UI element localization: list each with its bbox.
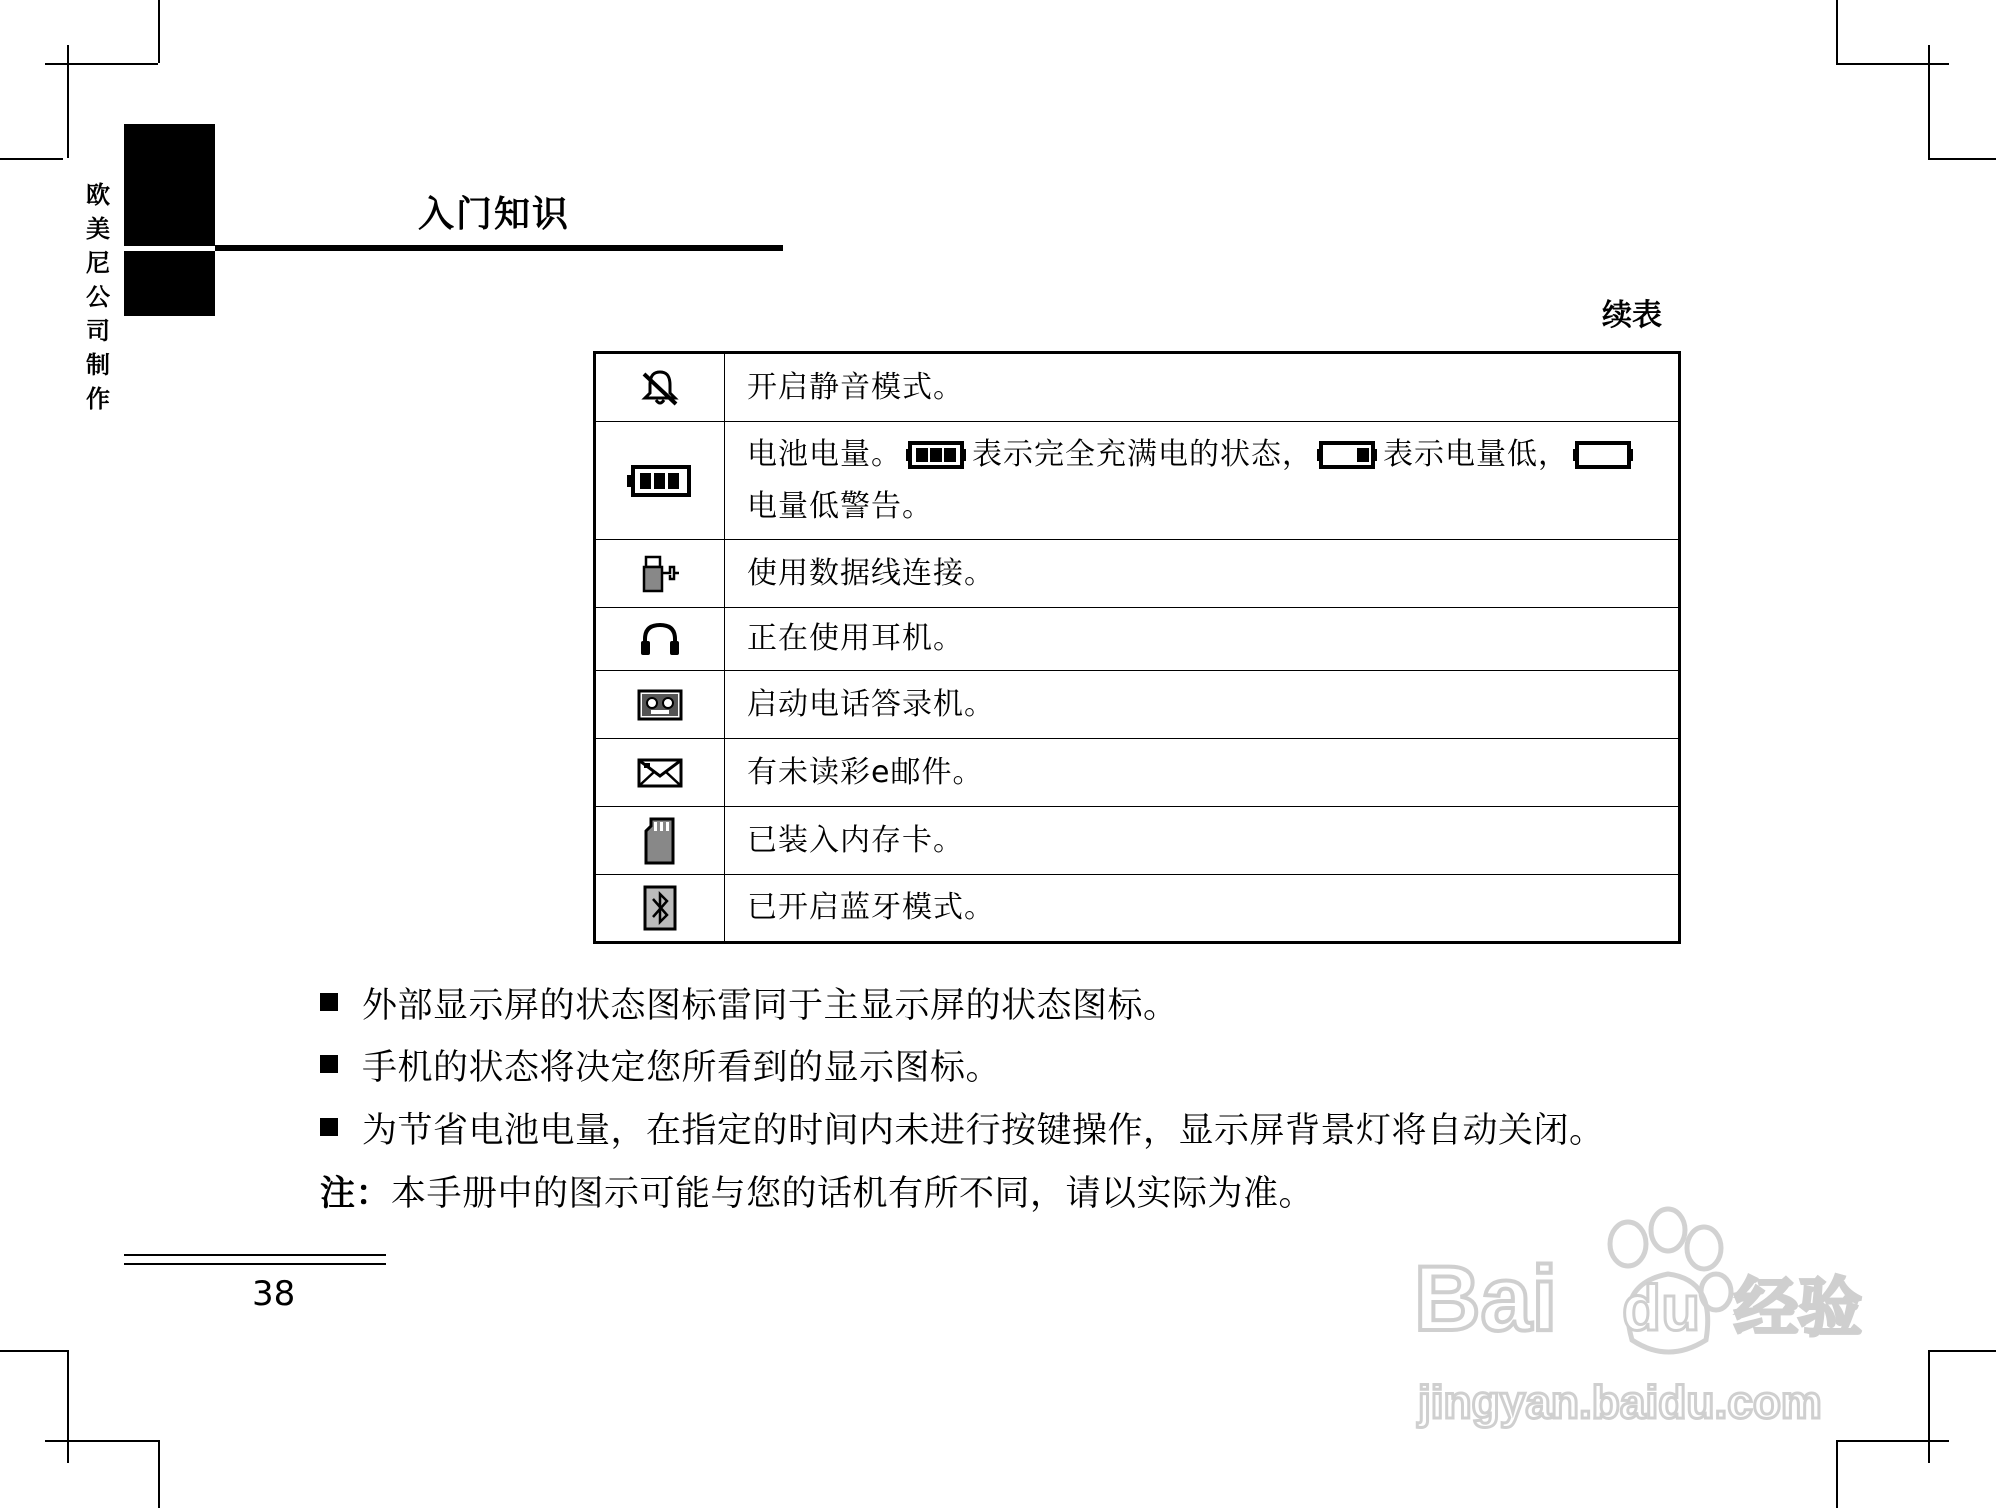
- row-description: 已开启蓝牙模式。: [725, 875, 1680, 943]
- row-description: 开启静音模式。: [725, 353, 1680, 422]
- row-description: [725, 422, 1680, 540]
- table-row: [595, 739, 1680, 807]
- continued-table-label: 续表: [1602, 298, 1662, 333]
- side-label-char: 司: [86, 317, 110, 345]
- title-rule: [215, 245, 783, 251]
- battery-desc-text: 电池电量。: [747, 436, 902, 472]
- battery-desc-text: 表示电量低，: [1383, 436, 1569, 472]
- row-description: 已装入内存卡。: [725, 807, 1680, 875]
- icon-cell: [595, 540, 725, 608]
- crop-mark: [1928, 45, 1930, 158]
- headset-icon: [596, 621, 724, 657]
- battery-desc-text: 电量低警告。: [747, 488, 933, 524]
- crop-mark: [158, 1440, 160, 1508]
- battery-full-icon: [906, 438, 968, 484]
- chapter-tab-block: [124, 251, 215, 316]
- status-icon-table: [593, 351, 1681, 944]
- baidu-paw-logo-icon: [1410, 1200, 1890, 1440]
- crop-mark: [158, 0, 160, 63]
- crop-mark: [67, 1350, 69, 1463]
- bullet-text: 手机的状态将决定您所看到的显示图标。: [362, 1048, 1002, 1088]
- unread-email-icon: [596, 756, 724, 790]
- icon-cell: [595, 608, 725, 671]
- silent-mode-icon: [596, 368, 724, 408]
- icon-cell: [595, 671, 725, 739]
- table-row: [595, 353, 1680, 422]
- crop-mark: [45, 1440, 158, 1442]
- battery-desc-text: 表示完全充满电的状态，: [972, 436, 1313, 472]
- icon-cell: [595, 739, 725, 807]
- row-description: 使用数据线连接。: [725, 540, 1680, 608]
- svg-text:Bai: Bai: [1414, 1248, 1558, 1350]
- bullet-item: [320, 1040, 1001, 1090]
- crop-mark: [1928, 158, 1996, 160]
- bullet-square-icon: [320, 1055, 338, 1073]
- side-label-char: 制: [86, 351, 110, 379]
- data-cable-icon: [596, 553, 724, 595]
- crop-mark: [1928, 1350, 1930, 1463]
- side-label-char: 公: [86, 283, 110, 311]
- crop-mark: [0, 1350, 67, 1352]
- bullet-item: [320, 1103, 1605, 1153]
- bullet-text: 外部显示屏的状态图标雷同于主显示屏的状态图标。: [362, 986, 1179, 1026]
- table-row: [595, 671, 1680, 739]
- page-number-rule: [124, 1254, 386, 1256]
- table-row: [595, 608, 1680, 671]
- svg-text:经验: 经验: [1734, 1272, 1862, 1346]
- note: [320, 1166, 1314, 1216]
- battery-full-icon: [596, 464, 724, 498]
- svg-text:jingyan.baidu.com: jingyan.baidu.com: [1418, 1376, 1822, 1428]
- battery-low-icon: [1317, 438, 1379, 484]
- icon-cell: [595, 422, 725, 540]
- memory-card-icon: [596, 817, 724, 865]
- svg-text:du: du: [1622, 1272, 1701, 1344]
- crop-mark: [1836, 1440, 1949, 1442]
- crop-mark: [1836, 1440, 1838, 1508]
- icon-cell: [595, 875, 725, 943]
- table-row: [595, 875, 1680, 943]
- note-text: 本手册中的图示可能与您的话机有所不同，请以实际为准。: [391, 1174, 1315, 1214]
- table-row: [595, 422, 1680, 540]
- table-row: [595, 807, 1680, 875]
- chapter-tab-block: [124, 124, 215, 246]
- crop-mark: [1928, 1350, 1996, 1352]
- crop-mark: [1836, 0, 1838, 63]
- crop-mark: [0, 158, 63, 160]
- page-number: 38: [252, 1274, 296, 1314]
- section-title: 入门知识: [418, 194, 571, 235]
- icon-cell: [595, 807, 725, 875]
- side-label-char: 作: [86, 385, 110, 413]
- table-row: [595, 540, 1680, 608]
- page-number-rule: [124, 1263, 386, 1265]
- side-label-char: 欧: [86, 181, 110, 209]
- side-label-char: 尼: [86, 249, 110, 277]
- row-description: 有未读彩e邮件。: [725, 739, 1680, 807]
- icon-cell: [595, 353, 725, 422]
- crop-mark: [45, 63, 158, 65]
- bullet-square-icon: [320, 1118, 338, 1136]
- baidu-watermark: [1410, 1200, 1890, 1440]
- note-label: 注：: [320, 1174, 392, 1214]
- battery-empty-icon: [1573, 438, 1635, 484]
- crop-mark: [1836, 63, 1949, 65]
- row-description: 正在使用耳机。: [725, 608, 1680, 671]
- answering-machine-icon: [596, 688, 724, 722]
- bullet-square-icon: [320, 993, 338, 1011]
- crop-mark: [67, 45, 69, 158]
- side-company-label: [80, 178, 116, 416]
- bullet-text: 为节省电池电量，在指定的时间内未进行按键操作，显示屏背景灯将自动关闭。: [362, 1111, 1605, 1151]
- row-description: 启动电话答录机。: [725, 671, 1680, 739]
- bullet-item: [320, 978, 1179, 1028]
- side-label-char: 美: [86, 215, 110, 243]
- bluetooth-icon: [596, 885, 724, 931]
